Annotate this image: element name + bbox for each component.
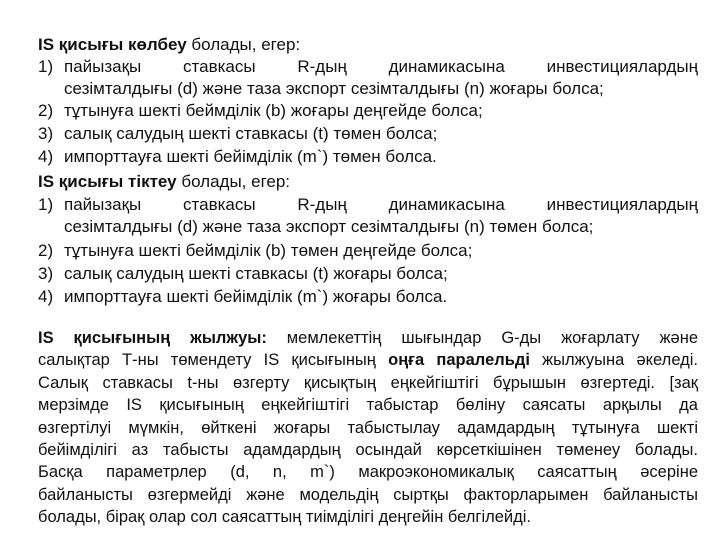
list-item-line: сезімталдығы (d) және таза экспорт сезімталдығы (n) жоғары болса;	[64, 79, 604, 98]
section1-heading-rest: болады, егер:	[186, 35, 301, 54]
paragraph-line: бейімділігі аз табысты адамдардың осындай көрсеткішінен төменеу болады.	[38, 441, 698, 460]
section2-item-2	[38, 240, 698, 262]
section2-item-3	[38, 263, 698, 285]
section1-item-3	[38, 123, 698, 145]
list-number: 4)	[38, 147, 54, 166]
list-item-line: импорттауға шекті бейімділік (m`) төмен болса.	[64, 147, 437, 166]
list-number: 2)	[38, 241, 54, 260]
list-number: 4)	[38, 287, 54, 306]
section1-item-1	[38, 56, 698, 100]
paragraph-line: мерзімде IS қисығының еңкейгіштігі табыстар бөліну саясаты арқылы да	[38, 396, 698, 415]
list-item-line: тұтынуға шекті беймділік (b) жоғары деңгейде болса;	[64, 101, 483, 120]
list-number: 3)	[38, 264, 54, 283]
paragraph-bold-lead: IS қисығының жылжуы:	[38, 329, 267, 347]
paragraph-text: мемлекеттің шығындар G-ды жоғарлату және	[266, 329, 698, 347]
list-item-line: пайызақы ставкасы R-дың динамикасына инвестициялардың	[64, 195, 698, 214]
paragraph-line: Басқа параметрлер (d, n, m`) макроэкономикалық саясаттың әсеріне	[38, 463, 698, 482]
list-number: 3)	[38, 124, 54, 143]
paragraph-text: салықтар Т-ны төмендету IS қисығының	[38, 351, 389, 370]
section2-heading-bold: IS қисығы тіктеу	[38, 172, 177, 191]
list-number: 2)	[38, 101, 54, 120]
section1-item-2	[38, 100, 698, 122]
paragraph-line: байланысты өзгермейді және модельдің сыртқы факторларымен байланысты	[38, 485, 698, 504]
paragraph-text: жылжуына әкеледі.	[529, 351, 699, 370]
list-item-line: импорттауға шекті бейімділік (m`) жоғары болса.	[64, 287, 448, 306]
section2-heading	[38, 171, 290, 193]
list-number: 1)	[38, 195, 54, 214]
list-item-line: салық салудың шекті ставкасы (t) төмен болса;	[64, 124, 438, 143]
paragraph-line: Салық ставкасы t-ны өзгерту қисықтың еңкейгіштігі бұрышын өзгертеді. [зақ	[38, 373, 698, 392]
list-item-line: сезімталдығы (d) және таза экспорт сезімталдығы (n) төмен болса;	[64, 217, 594, 236]
paragraph-line	[38, 327, 698, 349]
section1-item-4	[38, 146, 698, 168]
paragraph-line	[38, 349, 698, 371]
list-item-line: тұтынуға шекті беймділік (b) төмен деңгейде болса;	[64, 241, 473, 260]
section2-heading-rest: болады, егер:	[176, 172, 291, 191]
section2-item-1	[38, 194, 698, 238]
section1-heading	[38, 34, 300, 56]
list-number: 1)	[38, 57, 54, 76]
paragraph-line: өзгертілуі мүмкін, өйткені жоғары табыстылау адамдардың тұтынуға шекті	[38, 418, 698, 437]
list-item-line: пайызақы ставкасы R-дың динамикасына инвестициялардың	[64, 57, 698, 76]
paragraph-line: болады, бірақ олар сол саясаттың тиімділігі деңгейін белгілейді.	[38, 508, 532, 527]
paragraph-bold-phrase: оңға паралельді	[388, 351, 530, 370]
section1-heading-bold: IS қисығы көлбеу	[38, 35, 187, 54]
section2-item-4	[38, 286, 698, 308]
list-item-line: салық салудың шекті ставкасы (t) жоғары болса;	[64, 264, 448, 283]
shift-paragraph	[38, 327, 698, 529]
